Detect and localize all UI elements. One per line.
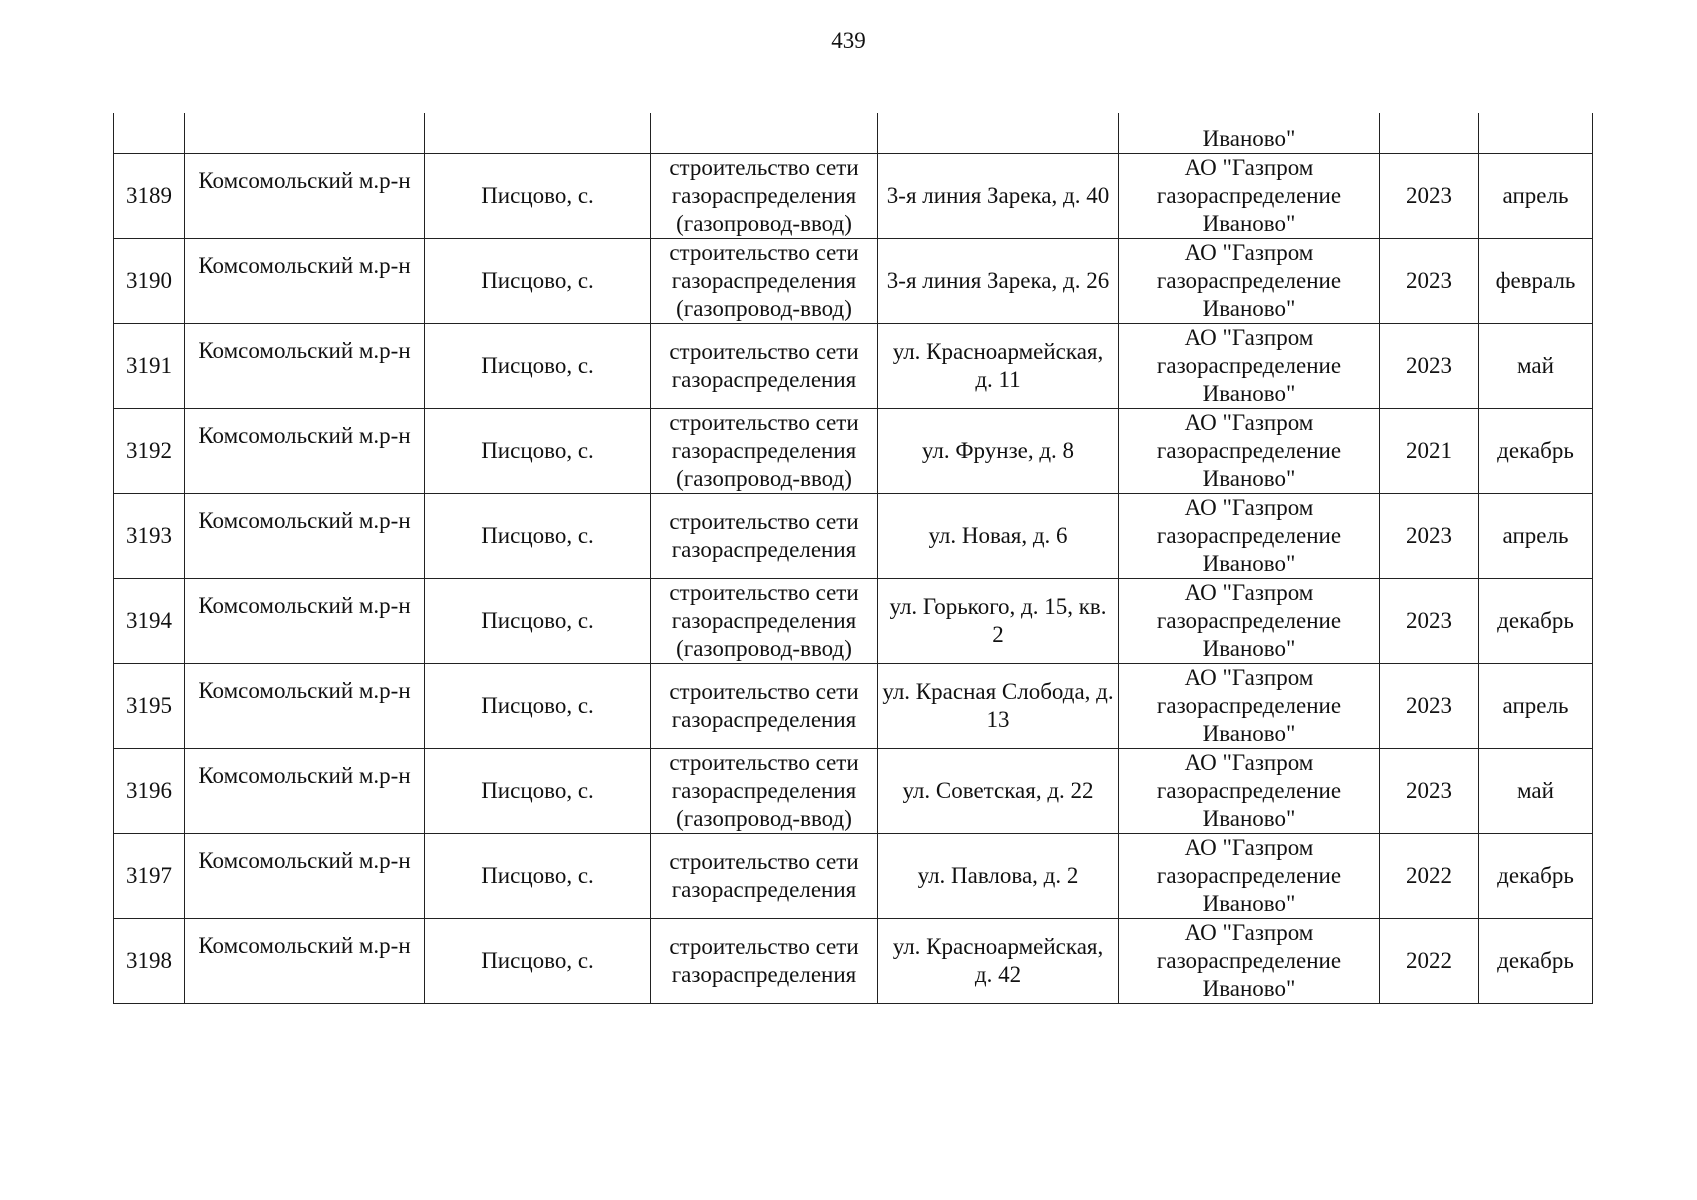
cell-org: Иваново" xyxy=(1119,113,1380,154)
cell-address: 3-я линия Зарека, д. 26 xyxy=(878,239,1119,324)
cell-work: строительство сети газораспределения xyxy=(651,834,878,919)
cell-locality xyxy=(425,113,651,154)
table-row xyxy=(114,664,1593,749)
cell-district xyxy=(185,113,425,154)
table-row xyxy=(114,834,1593,919)
cell-work: строительство сети газораспределения xyxy=(651,664,878,749)
cell-year xyxy=(1380,113,1479,154)
cell-month: май xyxy=(1479,324,1593,409)
cell-org: АО "Газпром газораспределение Иваново" xyxy=(1119,664,1380,749)
cell-org: АО "Газпром газораспределение Иваново" xyxy=(1119,494,1380,579)
cell-year: 2023 xyxy=(1380,494,1479,579)
cell-locality: Писцово, с. xyxy=(425,579,651,664)
table-row xyxy=(114,919,1593,1004)
cell-locality: Писцово, с. xyxy=(425,494,651,579)
table-row xyxy=(114,749,1593,834)
cell-district-text: Комсомольский м.р-н xyxy=(198,933,411,958)
cell-month: апрель xyxy=(1479,154,1593,239)
cell-district xyxy=(185,409,425,494)
cell-district xyxy=(185,749,425,834)
cell-district-text: Комсомольский м.р-н xyxy=(198,168,411,193)
cell-month: апрель xyxy=(1479,664,1593,749)
cell-work: строительство сети газораспределения (газопровод-ввод) xyxy=(651,239,878,324)
cell-num: 3196 xyxy=(114,749,185,834)
cell-locality: Писцово, с. xyxy=(425,919,651,1004)
cell-address: ул. Горького, д. 15, кв. 2 xyxy=(878,579,1119,664)
cell-month xyxy=(1479,113,1593,154)
cell-month: декабрь xyxy=(1479,409,1593,494)
cell-district xyxy=(185,324,425,409)
cell-locality: Писцово, с. xyxy=(425,239,651,324)
cell-address: ул. Новая, д. 6 xyxy=(878,494,1119,579)
table-row xyxy=(114,239,1593,324)
cell-work: строительство сети газораспределения xyxy=(651,919,878,1004)
cell-year: 2023 xyxy=(1380,579,1479,664)
cell-address: ул. Советская, д. 22 xyxy=(878,749,1119,834)
cell-num: 3194 xyxy=(114,579,185,664)
cell-locality: Писцово, с. xyxy=(425,324,651,409)
cell-district-text: Комсомольский м.р-н xyxy=(198,508,411,533)
registry-table xyxy=(113,113,1593,1004)
cell-locality: Писцово, с. xyxy=(425,664,651,749)
cell-district-text: Комсомольский м.р-н xyxy=(198,678,411,703)
cell-org: АО "Газпром газораспределение Иваново" xyxy=(1119,919,1380,1004)
cell-year: 2021 xyxy=(1380,409,1479,494)
cell-work: строительство сети газораспределения xyxy=(651,494,878,579)
cell-month: декабрь xyxy=(1479,834,1593,919)
cell-num: 3195 xyxy=(114,664,185,749)
cell-district-text: Комсомольский м.р-н xyxy=(198,338,411,363)
cell-num: 3198 xyxy=(114,919,185,1004)
cell-locality: Писцово, с. xyxy=(425,409,651,494)
cell-work: строительство сети газораспределения (газопровод-ввод) xyxy=(651,409,878,494)
cell-district xyxy=(185,919,425,1004)
cell-address: ул. Красноармейская, д. 11 xyxy=(878,324,1119,409)
cell-district xyxy=(185,154,425,239)
table-row xyxy=(114,494,1593,579)
cell-work: строительство сети газораспределения (газопровод-ввод) xyxy=(651,579,878,664)
table-row xyxy=(114,324,1593,409)
cell-num xyxy=(114,113,185,154)
cell-month: май xyxy=(1479,749,1593,834)
cell-year: 2023 xyxy=(1380,749,1479,834)
cell-work: строительство сети газораспределения xyxy=(651,324,878,409)
cell-work: строительство сети газораспределения (газопровод-ввод) xyxy=(651,749,878,834)
cell-address: ул. Красноармейская, д. 42 xyxy=(878,919,1119,1004)
page-number: 439 xyxy=(831,28,866,53)
cell-district-text: Комсомольский м.р-н xyxy=(198,848,411,873)
cell-district-text: Комсомольский м.р-н xyxy=(198,593,411,618)
cell-work xyxy=(651,113,878,154)
cell-district xyxy=(185,664,425,749)
cell-address: ул. Фрунзе, д. 8 xyxy=(878,409,1119,494)
registry-table-body xyxy=(114,113,1593,1004)
cell-org: АО "Газпром газораспределение Иваново" xyxy=(1119,579,1380,664)
cell-locality: Писцово, с. xyxy=(425,749,651,834)
cell-district xyxy=(185,579,425,664)
cell-district xyxy=(185,239,425,324)
cell-month: февраль xyxy=(1479,239,1593,324)
table-row xyxy=(114,579,1593,664)
cell-org: АО "Газпром газораспределение Иваново" xyxy=(1119,324,1380,409)
cell-work: строительство сети газораспределения (газопровод-ввод) xyxy=(651,154,878,239)
cell-address xyxy=(878,113,1119,154)
cell-address: ул. Красная Слобода, д. 13 xyxy=(878,664,1119,749)
cell-num: 3191 xyxy=(114,324,185,409)
cell-address: ул. Павлова, д. 2 xyxy=(878,834,1119,919)
cell-district-text: Комсомольский м.р-н xyxy=(198,253,411,278)
cell-org: АО "Газпром газораспределение Иваново" xyxy=(1119,239,1380,324)
cell-year: 2023 xyxy=(1380,239,1479,324)
table-row xyxy=(114,154,1593,239)
cell-month: декабрь xyxy=(1479,919,1593,1004)
cell-district-text: Комсомольский м.р-н xyxy=(198,423,411,448)
cell-month: апрель xyxy=(1479,494,1593,579)
cell-district-text: Комсомольский м.р-н xyxy=(198,763,411,788)
cell-num: 3190 xyxy=(114,239,185,324)
cell-locality: Писцово, с. xyxy=(425,834,651,919)
cell-num: 3192 xyxy=(114,409,185,494)
cell-num: 3193 xyxy=(114,494,185,579)
cell-num: 3197 xyxy=(114,834,185,919)
cell-year: 2022 xyxy=(1380,834,1479,919)
cell-year: 2023 xyxy=(1380,154,1479,239)
cell-district xyxy=(185,494,425,579)
continuation-row xyxy=(114,113,1593,154)
cell-year: 2022 xyxy=(1380,919,1479,1004)
cell-org: АО "Газпром газораспределение Иваново" xyxy=(1119,749,1380,834)
cell-org: АО "Газпром газораспределение Иваново" xyxy=(1119,834,1380,919)
cell-district xyxy=(185,834,425,919)
cell-org: АО "Газпром газораспределение Иваново" xyxy=(1119,154,1380,239)
cell-year: 2023 xyxy=(1380,324,1479,409)
cell-address: 3-я линия Зарека, д. 40 xyxy=(878,154,1119,239)
cell-locality: Писцово, с. xyxy=(425,154,651,239)
cell-month: декабрь xyxy=(1479,579,1593,664)
cell-num: 3189 xyxy=(114,154,185,239)
cell-org: АО "Газпром газораспределение Иваново" xyxy=(1119,409,1380,494)
cell-year: 2023 xyxy=(1380,664,1479,749)
table-row xyxy=(114,409,1593,494)
